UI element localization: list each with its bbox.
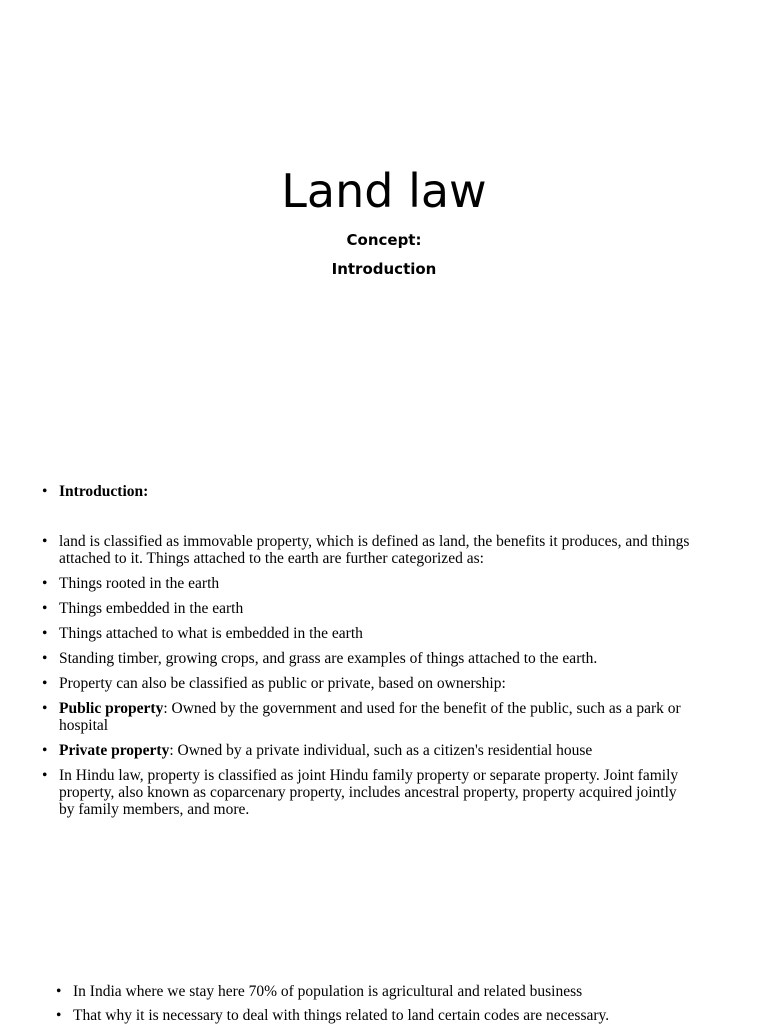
list-item-heading [42, 483, 692, 500]
item-text: : Owned by the government and used for the benefit of the public, such as a park or hospital [59, 700, 681, 734]
list-item [56, 1007, 736, 1024]
content-bullet-list [42, 483, 692, 818]
introduction-heading: Introduction: [59, 483, 149, 500]
item-text: Things embedded in the earth [59, 600, 244, 617]
item-text: Standing timber, growing crops, and grass are examples of things attached to the earth. [59, 650, 598, 667]
slide-subtitle-concept: Concept: [346, 231, 422, 249]
list-item [42, 700, 692, 734]
item-text: In Hindu law, property is classified as joint Hindu family property or separate property. Joint family property, also known as coparcenary property, includes ancestral property, property acquired jointly by family members, and more. [59, 767, 679, 818]
item-text: : Owned by a private individual, such as a citizen's residential house [169, 742, 593, 759]
item-text: Property can also be classified as public or private, based on ownership: [59, 675, 506, 692]
list-item [42, 575, 692, 592]
item-text: In India where we stay here 70% of population is agricultural and related business [73, 983, 583, 1000]
item-text: Things rooted in the earth [59, 575, 220, 592]
list-item [42, 675, 692, 692]
list-item [42, 625, 692, 642]
list-item [42, 742, 692, 759]
item-text: That why it is necessary to deal with things related to land certain codes are necessary. [73, 1007, 610, 1024]
list-item [42, 767, 692, 818]
private-property-term: Private property [59, 742, 170, 759]
item-text: land is classified as immovable property, which is defined as land, the benefits it produces, and things attached to it. Things attached to the earth are further categorized as: [59, 533, 690, 567]
list-item [42, 600, 692, 617]
list-item [42, 650, 692, 667]
list-item [42, 533, 692, 567]
footer-bullet-list [56, 983, 736, 1024]
slide-title: Land law [281, 164, 487, 218]
slide-subtitle-introduction: Introduction [331, 260, 437, 278]
list-item [56, 983, 736, 1000]
item-text: Things attached to what is embedded in the earth [59, 625, 363, 642]
public-property-term: Public property [59, 700, 164, 717]
